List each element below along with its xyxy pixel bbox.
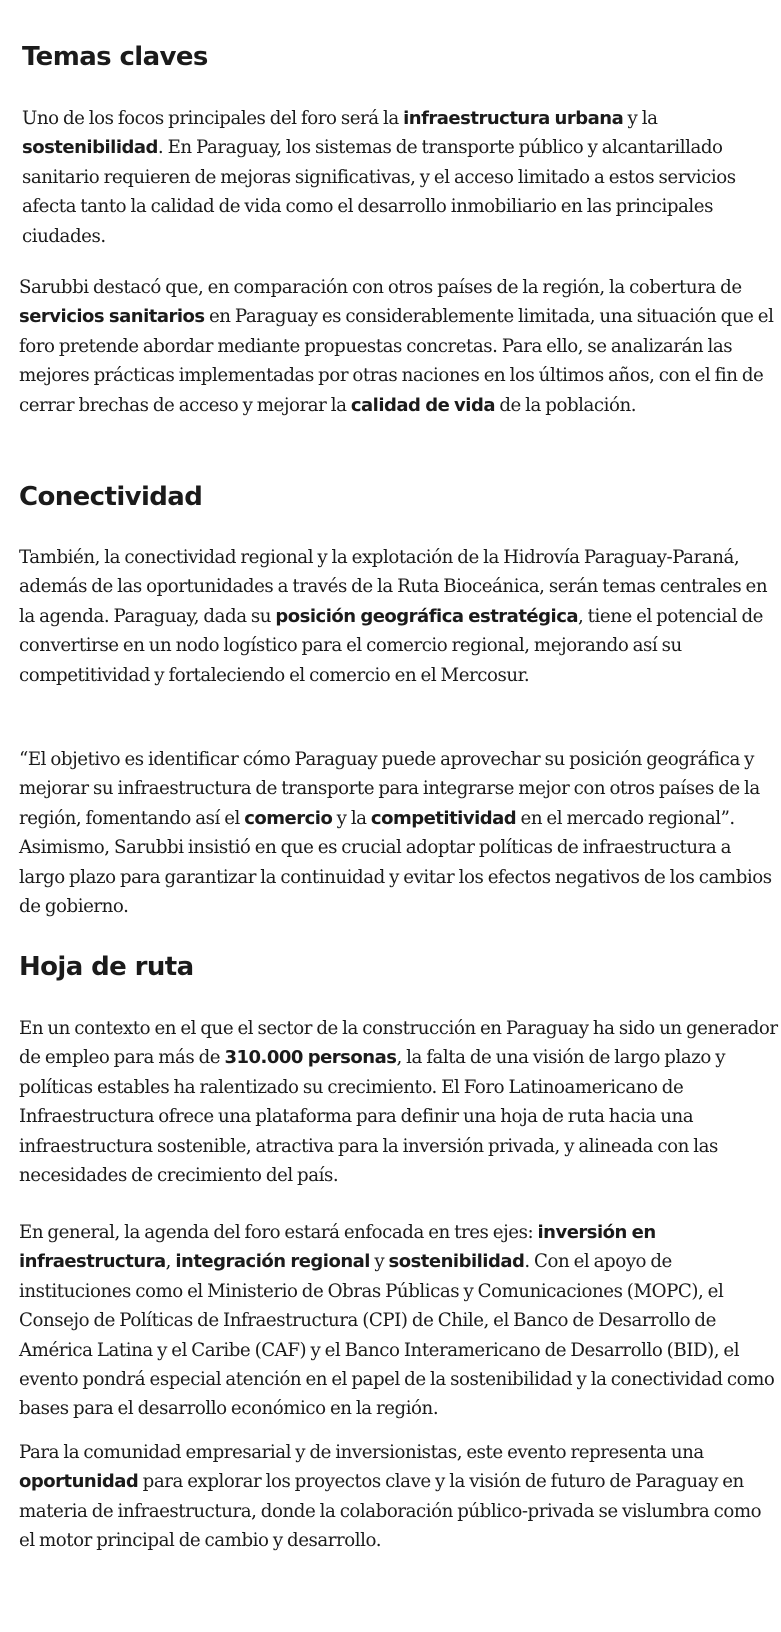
- emphasis-text: infraestructura urbana: [403, 108, 624, 129]
- emphasis-text: integración regional: [175, 1251, 370, 1273]
- paragraph-hoja-de-ruta-3: [19, 1438, 779, 1556]
- emphasis-text: sostenibilidad: [388, 1251, 525, 1273]
- paragraph-text: y: [369, 1251, 389, 1273]
- paragraph-text: en Paraguay es considerablemente limitada, una situación que el foro pretende abordar mediante propuestas concretas. Para ello, se analizarán las mejores prácticas implementadas por otras naciones en los últimos años, con el fin de cerrar brechas de acceso y mejorar la: [19, 306, 774, 416]
- paragraph-temas-claves-1: [22, 104, 781, 251]
- paragraph-text: en el mercado regional”. Asimismo, Sarubbi insistió en que es crucial adoptar políticas de infraestructura a largo plazo para garantizar la continuidad y evitar los efectos negativos de los cambios de gobierno.: [19, 807, 772, 918]
- paragraph-text: Uno de los focos principales del foro será la: [22, 108, 404, 129]
- emphasis-text: posición geográfica estratégica: [275, 605, 579, 627]
- paragraph-conectividad-1: [19, 543, 779, 690]
- paragraph-text: de la población.: [495, 394, 637, 416]
- paragraph-text: También, la conectividad regional y la explotación de la Hidrovía Paraguay-Paraná, además de las oportunidades a través de la Ruta Bioceánica, serán temas centrales en la agenda. Paraguay, dada su: [19, 547, 768, 627]
- paragraph-text: . Con el apoyo de instituciones como el Ministerio de Obras Públicas y Comunicaciones (MOPC), el Consejo de Políticas de Infraestructura (CPI) de Chile, el Banco de Desarrollo de América Latina y el Caribe (CAF) y el Banco Interamericano de Desarrollo (BID), el evento pondrá especial atención en el papel de la sostenibilidad y la conectividad como bases para el desarrollo económico en la región.: [19, 1251, 775, 1420]
- paragraph-text: . En Paraguay, los sistemas de transporte público y alcantarillado sanitario requieren de mejoras significativas, y el acceso limitado a estos servicios afecta tanto la calidad de vida como el desarrollo inmobiliario en las principales ciudades.: [22, 137, 736, 247]
- paragraph-text: y la: [332, 807, 371, 829]
- section-heading-conectividad: Conectividad: [19, 482, 203, 512]
- paragraph-text: En general, la agenda del foro estará enfocada en tres ejes:: [19, 1222, 538, 1243]
- paragraph-text: En un contexto en el que el sector de la construcción en Paraguay ha sido un generador de empleo para más de: [19, 1018, 778, 1069]
- paragraph-text: Sarubbi destacó que, en comparación con otros países de la región, la cobertura de: [19, 277, 742, 298]
- section-heading-temas-claves: Temas claves: [22, 42, 208, 72]
- paragraph-conectividad-2: [19, 745, 779, 921]
- section-heading-hoja-de-ruta: Hoja de ruta: [19, 952, 194, 982]
- paragraph-text: Para la comunidad empresarial y de inversionistas, este evento representa una: [19, 1442, 704, 1463]
- paragraph-text: ,: [165, 1251, 176, 1273]
- paragraph-text: y la: [623, 108, 658, 129]
- emphasis-text: inversión en infraestructura: [19, 1222, 656, 1273]
- emphasis-text: oportunidad: [19, 1471, 139, 1493]
- paragraph-temas-claves-2: [19, 273, 779, 420]
- emphasis-text: sostenibilidad: [22, 137, 158, 159]
- paragraph-hoja-de-ruta-2: [19, 1218, 779, 1424]
- paragraph-text: para explorar los proyectos clave y la visión de futuro de Paraguay en materia de infraestructura, donde la colaboración público-privada se vislumbra como el motor principal de cambio y desarrollo.: [19, 1471, 762, 1552]
- emphasis-text: 310.000 personas: [224, 1047, 397, 1069]
- emphasis-text: calidad de vida: [350, 394, 495, 416]
- emphasis-text: servicios sanitarios: [19, 306, 205, 328]
- paragraph-text: , tiene el potencial de convertirse en un nodo logístico para el comercio regional, mejorando así su competitividad y fortaleciendo el comercio en el Mercosur.: [19, 605, 763, 686]
- paragraph-hoja-de-ruta-1: [19, 1014, 779, 1190]
- emphasis-text: competitividad: [370, 807, 517, 829]
- paragraph-text: “El objetivo es identificar cómo Paraguay puede aprovechar su posición geográfica y mejorar su infraestructura de transporte para integrarse mejor con otros países de la región, fomentando así el: [19, 749, 760, 829]
- paragraph-text: , la falta de una visión de largo plazo y políticas estables ha ralentizado su crecimiento. El Foro Latinoamericano de Infraestructura ofrece una plataforma para definir una hoja de ruta hacia una infraestructura sostenible, atractiva para la inversión privada, y alineada con las necesidades de crecimiento del país.: [19, 1047, 726, 1187]
- emphasis-text: comercio: [244, 807, 333, 829]
